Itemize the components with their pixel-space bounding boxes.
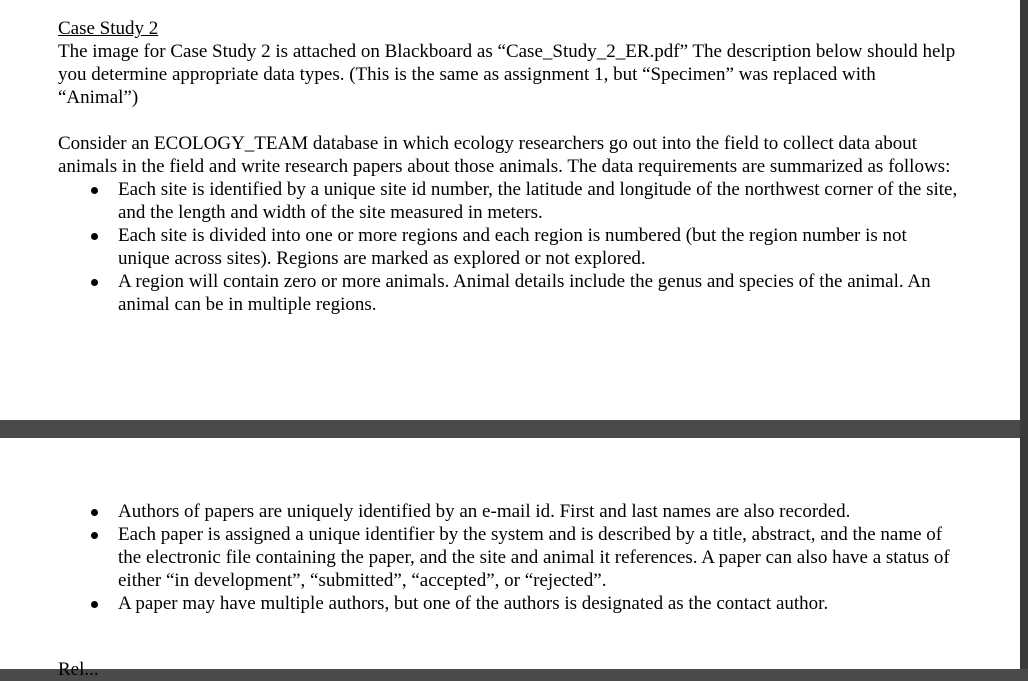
list-item	[58, 500, 960, 523]
list-item	[58, 224, 960, 270]
list-item-text: Each site is identified by a unique site id number, the latitude and longitude of the northwest corner of the site, and the length and width of the site measured in meters.	[118, 179, 958, 223]
bullet-icon	[91, 509, 98, 516]
list-item	[58, 592, 960, 615]
list-item-text: A region will contain zero or more animals. Animal details include the genus and species of the animal. An animal can be in multiple regions.	[118, 271, 931, 315]
page-2-content	[58, 500, 960, 615]
bullet-icon	[91, 233, 98, 240]
list-item	[58, 178, 960, 224]
requirements-list-2	[58, 500, 960, 615]
list-item-text: A paper may have multiple authors, but one of the authors is designated as the contact author.	[118, 593, 829, 614]
document-page-2	[0, 438, 1020, 680]
intro-paragraph: The image for Case Study 2 is attached on Blackboard as “Case_Study_2_ER.pdf” The description below should help you determine appropriate data types. (This is the same as assignment 1, but “Specimen” was replaced with “Animal”)	[58, 41, 956, 108]
list-item	[58, 270, 960, 316]
requirements-list-1	[58, 178, 960, 316]
scrollbar[interactable]	[1020, 0, 1028, 669]
section-heading: Case Study 2	[58, 18, 159, 39]
bullet-icon	[91, 187, 98, 194]
consider-paragraph: Consider an ECOLOGY_TEAM database in which ecology researchers go out into the field to collect data about animals in the field and write research papers about those animals. The data requirements are summarized as follows:	[58, 133, 951, 177]
list-item-text: Each paper is assigned a unique identifier by the system and is described by a title, abstract, and the name of the electronic file containing the paper, and the site and animal it references. A paper can also have a status of either “in development”, “submitted”, “accepted”, or “rejected”.	[118, 524, 950, 591]
list-item	[58, 523, 960, 592]
page-1-content	[58, 17, 960, 316]
bullet-icon	[91, 601, 98, 608]
list-item-text: Each site is divided into one or more regions and each region is numbered (but the region number is not unique across sites). Regions are marked as explored or not explored.	[118, 225, 907, 269]
cutoff-text: Rel...	[58, 659, 99, 680]
bullet-icon	[91, 532, 98, 539]
list-item-text: Authors of papers are uniquely identified by an e-mail id. First and last names are also recorded.	[118, 501, 851, 522]
bullet-icon	[91, 279, 98, 286]
